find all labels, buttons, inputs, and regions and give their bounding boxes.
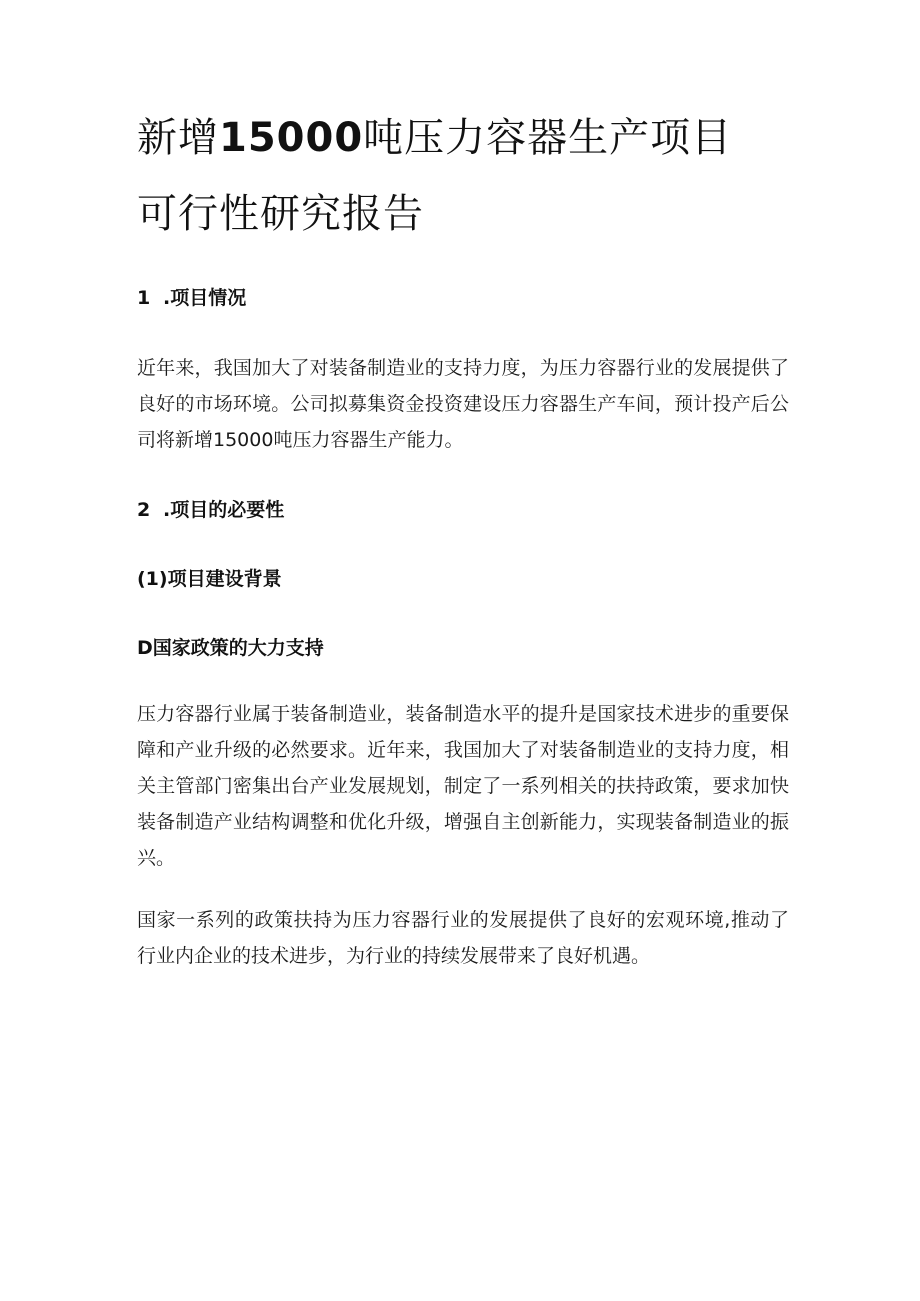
title-prefix: 新增 xyxy=(137,115,219,161)
section-1-heading xyxy=(137,286,789,310)
subsection-policy-heading: D国家政策的大力支持 xyxy=(137,637,324,659)
section-1-number: 1 xyxy=(137,287,151,309)
section-2-number: 2 xyxy=(137,499,151,521)
title-number: 15000 xyxy=(219,115,364,161)
policy-paragraph-2: 国家一系列的政策扶持为压力容器行业的发展提供了良好的宏观环境,推动了行业内企业的技术进步，为行业的持续发展带来了良好机遇。 xyxy=(137,909,789,967)
document-title-line-2: 可行性研究报告 xyxy=(137,191,424,237)
title-suffix: 吨压力容器生产项目 xyxy=(363,115,733,161)
subsection-background-heading: (1)项目建设背景 xyxy=(137,568,282,590)
section-2-title: .项目的必要性 xyxy=(163,499,285,521)
section-1-title: .项目情况 xyxy=(163,287,247,309)
section-1-paragraph: 近年来，我国加大了对装备制造业的支持力度，为压力容器行业的发展提供了良好的市场环境。公司拟募集资金投资建设压力容器生产车间，预计投产后公司将新增15000吨压力容器生产能力。 xyxy=(137,357,789,451)
section-2-heading xyxy=(137,498,789,522)
policy-paragraph-1: 压力容器行业属于装备制造业，装备制造水平的提升是国家技术进步的重要保障和产业升级的必然要求。近年来，我国加大了对装备制造业的支持力度，相关主管部门密集出台产业发展规划，制定了一系列相关的扶持政策，要求加快装备制造产业结构调整和优化升级，增强自主创新能力，实现装备制造业的振兴。 xyxy=(137,703,789,869)
document-title-line-1 xyxy=(137,115,789,161)
document-page xyxy=(137,115,789,974)
